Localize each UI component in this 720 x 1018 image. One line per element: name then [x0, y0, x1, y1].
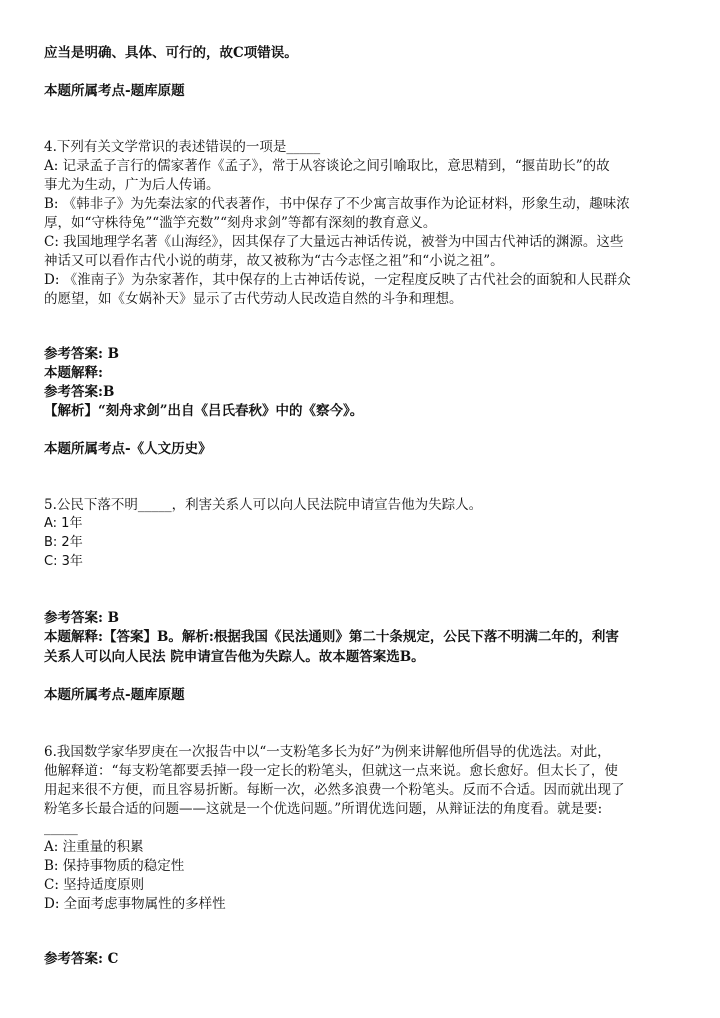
q6-option-b: B: 保持事物质的稳定性: [44, 858, 185, 874]
q4-option-c-line2: 神话又可以看作古代小说的萌芽，故又被称为“古今志怪之祖”和“小说之祖”。: [44, 253, 504, 269]
q5-topic: 本题所属考点-题库原题: [44, 687, 185, 703]
q5-option-b: B: 2年: [44, 535, 83, 550]
q4-option-b-line1: B: 《韩非子》为先秦法家的代表著作，书中保存了不少寓言故事作为论证材料，形象生动，趣味浓: [44, 196, 630, 212]
prev-explanation-end: 应当是明确、具体、可行的，故C项错误。: [44, 45, 298, 61]
question-5-stem: 5.公民下落不明_____，利害关系人可以向人民法院申请宣告他为失踪人。: [44, 497, 483, 513]
q5-explanation-line2: 关系人可以向人民法 院申请宣告他为失踪人。故本题答案选B。: [44, 649, 425, 665]
q6-answer: 参考答案: C: [44, 951, 119, 967]
q4-option-a-line2: 事尤为生动，广为后人传诵。: [44, 177, 220, 193]
q4-topic: 本题所属考点-《人文历史》: [44, 441, 212, 457]
q4-answer-repeat: 参考答案:B: [44, 384, 115, 400]
topic-label: 本题所属考点-题库原题: [44, 83, 185, 99]
q5-option-a: A: 1年: [44, 516, 83, 531]
question-6-stem-line2: 他解释道：“每支粉笔都要丢掉一段一定长的粉笔头，但就这一点来说。愈长愈好。但太长了，使: [44, 763, 618, 779]
q4-option-d-line2: 的愿望，如《女娲补天》显示了古代劳动人民改造自然的斗争和理想。: [44, 291, 463, 307]
q5-answer: 参考答案: B: [44, 610, 120, 626]
q4-explanation: 【解析】“刻舟求剑”出自《吕氏春秋》中的《察今》。: [44, 403, 364, 419]
question-6-blank: _____: [44, 820, 78, 836]
q6-option-c: C: 坚持适度原则: [44, 877, 145, 893]
q5-option-c: C: 3年: [44, 554, 83, 569]
q4-option-b-line2: 厚，如“守株待兔”“滥竽充数”“刻舟求剑”等都有深刻的教育意义。: [44, 215, 437, 231]
q4-option-c-line1: C: 我国地理学名著《山海经》，因其保存了大量远古神话传说，被誉为中国古代神话的渊源。这些: [44, 234, 624, 250]
q6-option-a: A: 注重量的积累: [44, 839, 144, 855]
q4-answer: 参考答案: B: [44, 346, 120, 362]
question-6-stem-line4: 粉笔多长最合适的问题——这就是一个优选问题。”所谓优选问题，从辩证法的角度看。就是要:: [44, 801, 603, 817]
question-6-stem-line1: 6.我国数学家华罗庚在一次报告中以“一支粉笔多长为好”为例来讲解他所倡导的优选法。对此，: [44, 744, 611, 760]
q4-option-d-line1: D: 《淮南子》为杂家著作，其中保存的上古神话传说，一定程度反映了古代社会的面貌和人民群众: [44, 272, 631, 288]
q6-option-d: D: 全面考虑事物属性的多样性: [44, 896, 226, 912]
q4-explain-label: 本题解释:: [44, 365, 103, 381]
question-4-stem: 4.下列有关文学常识的表述错误的一项是_____: [44, 139, 321, 155]
q5-explanation-line1: 本题解释:【答案】B。解析:根据我国《民法通则》第二十条规定，公民下落不明满二年的，利害: [44, 629, 619, 645]
q4-option-a-line1: A: 记录孟子言行的儒家著作《孟子》，常于从容谈论之间引喻取比，意思精到，“揠苗助长”的故: [44, 158, 610, 174]
question-6-stem-line3: 用起来很不方便，而且容易折断。每断一次，必然多浪费一个粉笔头。反而不合适。因而就出现了: [44, 782, 625, 798]
